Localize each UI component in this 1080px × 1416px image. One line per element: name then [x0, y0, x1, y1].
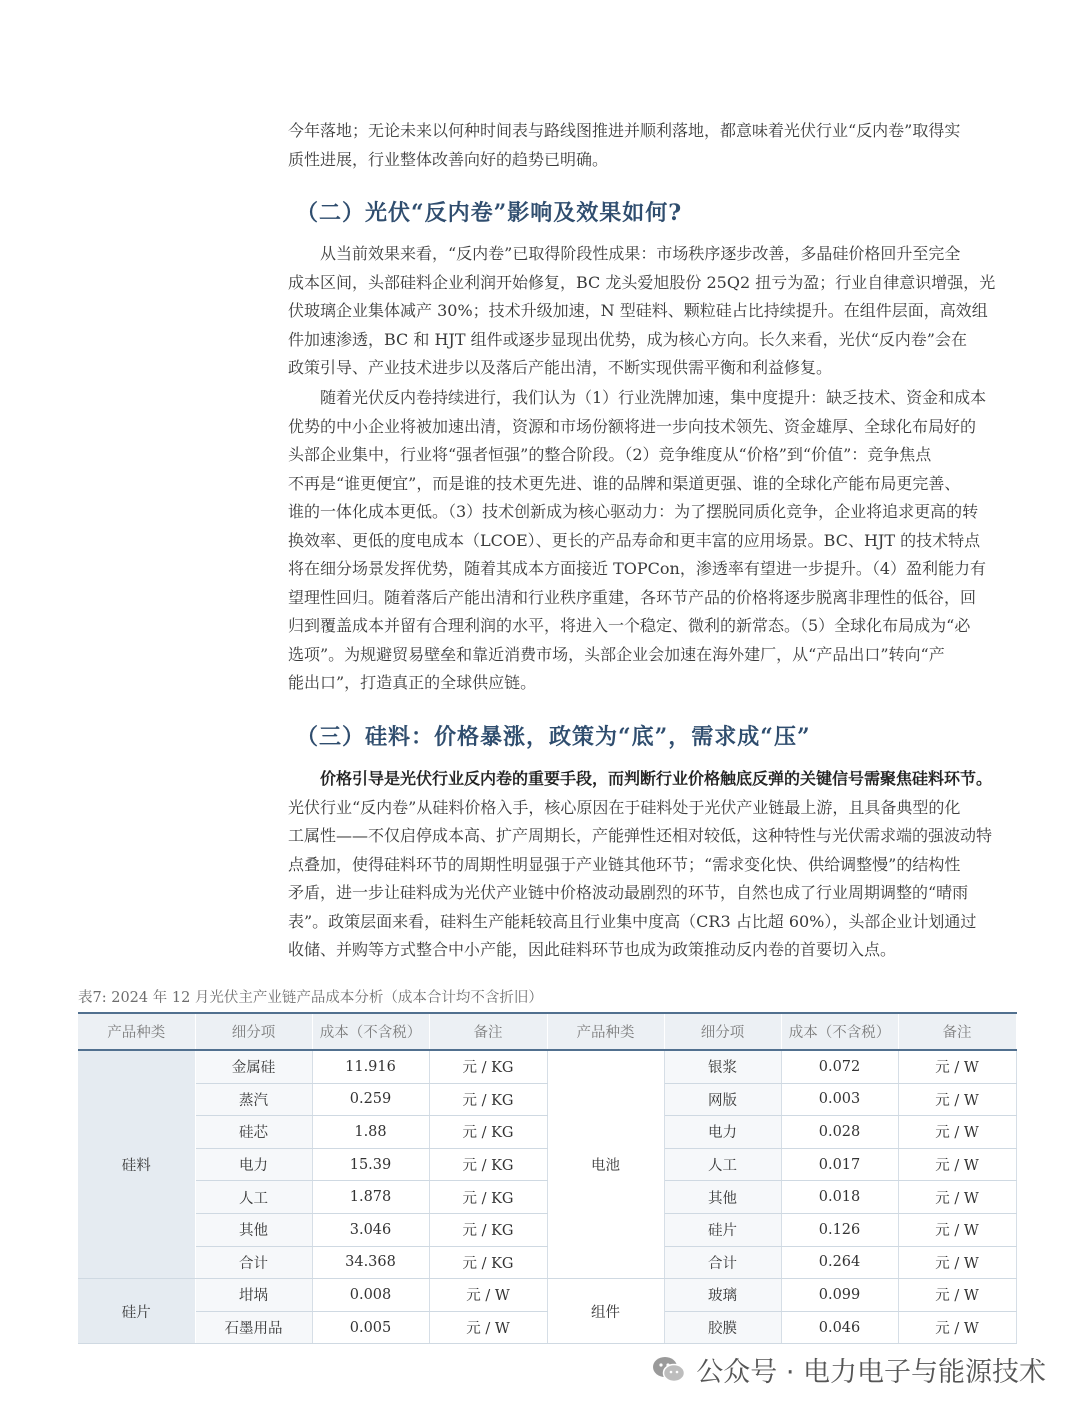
- item-cell: 坩埚: [195, 1279, 312, 1312]
- item-cell: 人工: [664, 1148, 781, 1181]
- cost-cell: 0.099: [781, 1279, 898, 1312]
- text-line: 不再是“谁更便宜”，而是谁的技术更先进、谁的品牌和渠道更强、谁的全球化产能布局更完善、: [288, 473, 961, 493]
- text-line: 今年落地；无论未来以何种时间表与路线图推进并顺利落地，都意味着光伏行业“反内卷”取得实: [288, 121, 961, 140]
- text-line: 表”。政策层面来看，硅料生产能耗较高且行业集中度高（CR3 占比超 60%），头部企业计划通过: [288, 911, 977, 931]
- note-cell: 元 / KG: [429, 1246, 547, 1279]
- cost-cell: 0.008: [312, 1279, 429, 1312]
- text-line: 从当前效果来看，“反内卷”已取得阶段性成果：市场秩序逐步改善，多晶硅价格回升至完全: [320, 244, 961, 263]
- cost-cell: 0.003: [781, 1083, 898, 1116]
- paragraph-effect-1: [288, 240, 1028, 383]
- note-cell: 元 / W: [898, 1116, 1016, 1149]
- table-header-row: [78, 1013, 1016, 1050]
- item-cell: 人工: [195, 1181, 312, 1214]
- item-cell: 网版: [664, 1083, 781, 1116]
- text-line: 选项”。为规避贸易壁垒和靠近消费市场，头部企业会加速在海外建厂，从“产品出口”转向“产: [288, 644, 945, 664]
- category-cell: 电池: [547, 1050, 664, 1279]
- note-cell: 元 / W: [898, 1148, 1016, 1181]
- cost-table: [78, 1012, 1017, 1344]
- header-cell: 产品种类: [547, 1013, 664, 1050]
- item-cell: 银浆: [664, 1050, 781, 1083]
- text-line: 工属性——不仅启停成本高、扩产周期长，产能弹性还相对较低，这种特性与光伏需求端的强波动特: [288, 826, 993, 845]
- text-line: 望理性回归。随着落后产能出清和行业秩序重建，各环节产品的价格将逐步脱离非理性的低谷，回: [288, 587, 977, 607]
- cost-cell: 1.878: [312, 1181, 429, 1214]
- category-cell: 组件: [547, 1279, 664, 1344]
- note-cell: 元 / W: [898, 1083, 1016, 1116]
- section-heading-3: （三）硅料：价格暴涨，政策为“底”，需求成“压”: [296, 724, 811, 750]
- note-cell: 元 / W: [898, 1213, 1016, 1246]
- cost-cell: 0.028: [781, 1116, 898, 1149]
- text-line: 谁的一体化成本更低。（3）技术创新成为核心驱动力：为了摆脱同质化竞争，企业将追求更高的转: [288, 502, 979, 521]
- header-cell: 产品种类: [78, 1013, 195, 1050]
- cost-cell: 0.018: [781, 1181, 898, 1214]
- cost-cell: 1.88: [312, 1116, 429, 1149]
- note-cell: 元 / KG: [429, 1213, 547, 1246]
- cost-cell: 0.264: [781, 1246, 898, 1279]
- cost-cell: 11.916: [312, 1050, 429, 1083]
- note-cell: 元 / W: [429, 1279, 547, 1312]
- item-cell: 合计: [664, 1246, 781, 1279]
- note-cell: 元 / W: [898, 1246, 1016, 1279]
- text-line: 优势的中小企业将被加速出清，资源和市场份额将进一步向技术领先、资金雄厚、全球化布局好的: [288, 416, 977, 436]
- item-cell: 其他: [664, 1181, 781, 1214]
- header-cell: 成本（不含税）: [312, 1013, 429, 1050]
- header-cell: 细分项: [664, 1013, 781, 1050]
- item-cell: 电力: [664, 1116, 781, 1149]
- text-line: 质性进展，行业整体改善向好的趋势已明确。: [288, 149, 609, 169]
- cost-cell: 0.259: [312, 1083, 429, 1116]
- text-line: 头部企业集中，行业将“强者恒强”的整合阶段。（2）竞争维度从“价格”到“价值”：竞争焦点: [288, 445, 932, 464]
- item-cell: 玻璃: [664, 1279, 781, 1312]
- item-cell: 合计: [195, 1246, 312, 1279]
- note-cell: 元 / KG: [429, 1083, 547, 1116]
- item-cell: 电力: [195, 1148, 312, 1181]
- header-cell: 成本（不含税）: [781, 1013, 898, 1050]
- table-row: [78, 1050, 1016, 1083]
- cost-cell: 0.126: [781, 1213, 898, 1246]
- note-cell: 元 / KG: [429, 1148, 547, 1181]
- text-line: 件加速渗透，BC 和 HJT 组件或逐步显现出优势，成为核心方向。长久来看，光伏“反内卷”会在: [288, 329, 967, 349]
- text-line: 点叠加，使得硅料环节的周期性明显强于产业链其他环节；“需求变化快、供给调整慢”的结构性: [288, 854, 961, 874]
- item-cell: 蒸汽: [195, 1083, 312, 1116]
- table-caption: 表7: 2024 年 12 月光伏主产业链产品成本分析（成本合计均不含折旧）: [78, 990, 543, 1006]
- bold-lead-sentence: 价格引导是光伏行业反内卷的重要手段，而判断行业价格触底反弹的关键信号需聚焦硅料环节。: [320, 769, 993, 788]
- note-cell: 元 / KG: [429, 1181, 547, 1214]
- note-cell: 元 / KG: [429, 1050, 547, 1083]
- item-cell: 硅片: [664, 1213, 781, 1246]
- note-cell: 元 / W: [429, 1311, 547, 1344]
- item-cell: 胶膜: [664, 1311, 781, 1344]
- note-cell: 元 / W: [898, 1279, 1016, 1312]
- item-cell: 金属硅: [195, 1050, 312, 1083]
- cost-cell: 0.072: [781, 1050, 898, 1083]
- text-line: 随着光伏反内卷持续进行，我们认为（1）行业洗牌加速，集中度提升：缺乏技术、资金和成本: [320, 388, 987, 407]
- header-cell: 细分项: [195, 1013, 312, 1050]
- wechat-icon: [652, 1355, 686, 1385]
- item-cell: 硅芯: [195, 1116, 312, 1149]
- cost-cell: 3.046: [312, 1213, 429, 1246]
- text-line: 换效率、更低的度电成本（LCOE）、更长的产品寿命和更丰富的应用场景。BC、HJT 的技术特点: [288, 530, 981, 550]
- category-cell: 硅料: [78, 1050, 195, 1279]
- paragraph-intro: [288, 117, 1028, 174]
- cost-cell: 0.046: [781, 1311, 898, 1344]
- watermark: [652, 1350, 1046, 1389]
- item-cell: 其他: [195, 1213, 312, 1246]
- item-cell: 石墨用品: [195, 1311, 312, 1344]
- section-heading-2: （二）光伏“反内卷”影响及效果如何?: [296, 200, 683, 226]
- text-line: 将在细分场景发挥优势，随着其成本方面接近 TOPCon，渗透率有望进一步提升。（4）盈利能力有: [288, 559, 987, 578]
- cost-cell: 34.368: [312, 1246, 429, 1279]
- note-cell: 元 / W: [898, 1181, 1016, 1214]
- header-cell: 备注: [429, 1013, 547, 1050]
- note-cell: 元 / KG: [429, 1116, 547, 1149]
- text-line: 归到覆盖成本并留有合理利润的水平，将进入一个稳定、微利的新常态。（5）全球化布局成为“必: [288, 616, 971, 635]
- paragraph-effect-2: [288, 384, 1028, 698]
- text-line: 光伏行业“反内卷”从硅料价格入手，核心原因在于硅料处于光伏产业链最上游，且具备典型的化: [288, 797, 961, 817]
- text-line: 矛盾，进一步让硅料成为光伏产业链中价格波动最剧烈的环节，自然也成了行业周期调整的“晴雨: [288, 883, 969, 902]
- note-cell: 元 / W: [898, 1311, 1016, 1344]
- text-line: 政策引导、产业技术进步以及落后产能出清，不断实现供需平衡和利益修复。: [288, 358, 833, 377]
- text-line: 伏玻璃企业集体减产 30%；技术升级加速，N 型硅料、颗粒硅占比持续提升。在组件层面，高效组: [288, 301, 988, 320]
- cost-cell: 0.005: [312, 1311, 429, 1344]
- note-cell: 元 / W: [898, 1050, 1016, 1083]
- table-row: [78, 1279, 1016, 1312]
- cost-cell: 15.39: [312, 1148, 429, 1181]
- watermark-text: 公众号 · 电力电子与能源技术: [696, 1357, 1046, 1388]
- paragraph-silicon: [288, 765, 1028, 965]
- text-line: 能出口”，打造真正的全球供应链。: [288, 673, 537, 692]
- cost-cell: 0.017: [781, 1148, 898, 1181]
- text-line: 收储、并购等方式整合中小产能，因此硅料环节也成为政策推动反内卷的首要切入点。: [288, 940, 897, 959]
- category-cell: 硅片: [78, 1279, 195, 1344]
- header-cell: 备注: [898, 1013, 1016, 1050]
- text-line: 成本区间，头部硅料企业利润开始修复，BC 龙头爱旭股份 25Q2 扭亏为盈；行业自律意识增强，光: [288, 272, 996, 292]
